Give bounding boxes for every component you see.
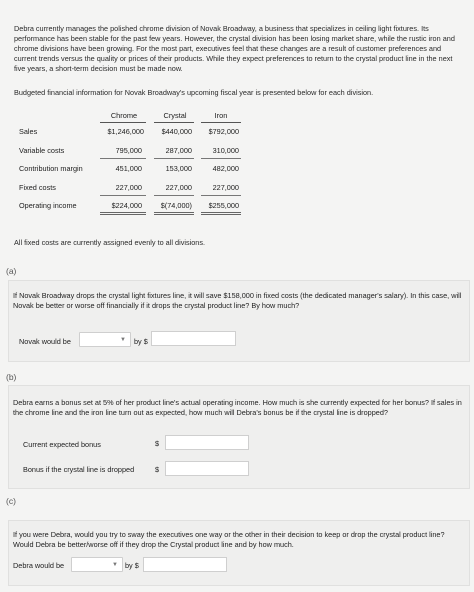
better-worse-select-c[interactable]: [71, 557, 123, 572]
subtotal-rule: [201, 195, 241, 196]
subtotal-rule: [154, 195, 194, 196]
total-double-rule: [100, 212, 146, 215]
header-chrome: Chrome: [110, 111, 138, 120]
subtotal-rule: [100, 158, 146, 159]
cell-variable-crystal: 287,000: [165, 146, 192, 155]
amount-input-a[interactable]: [151, 331, 236, 346]
cell-sales-crystal: $440,000: [161, 127, 192, 136]
debra-would-be-label: Debra would be: [13, 561, 65, 570]
row-label-contribution-margin: Contribution margin: [19, 164, 83, 173]
cell-cm-iron: 482,000: [212, 164, 239, 173]
subtotal-rule: [154, 158, 194, 159]
cell-cm-chrome: 451,000: [115, 164, 142, 173]
cell-variable-chrome: 795,000: [115, 146, 142, 155]
part-a-label: (a): [6, 266, 17, 276]
chevron-down-icon: ▼: [120, 337, 126, 343]
current-bonus-input[interactable]: [165, 435, 249, 450]
part-b-question: Debra earns a bonus set at 5% of her product line's actual operating income. How much is she currently expected for her bonus? If sales in the chrome line and the iron line turn out as expected, how much will Debra's bonus be if the crystal line is dropped?: [13, 398, 462, 418]
by-dollar-label-c: by $: [125, 561, 139, 570]
row-label-sales: Sales: [19, 127, 38, 136]
row-label-fixed-costs: Fixed costs: [19, 183, 56, 192]
cell-variable-iron: 310,000: [212, 146, 239, 155]
part-c-label: (c): [6, 496, 16, 506]
part-a-question: If Novak Broadway drops the crystal light fixtures line, it will save $158,000 in fixed costs (the dedicated manager's salary). In this case, will Novak be better or worse off financially if it drops the crystal product line? By how much?: [13, 291, 462, 311]
amount-input-c[interactable]: [143, 557, 227, 572]
cell-sales-iron: $792,000: [208, 127, 239, 136]
dropped-bonus-label: Bonus if the crystal line is dropped: [23, 465, 135, 474]
problem-intro: Debra currently manages the polished chrome division of Novak Broadway, a business that specializes in ceiling light fixtures. Its performance has been stable for the past few years. However, the crystal division has been losing market share, while the rustic iron and chrome divisions have been growing. For the most part, executives feel that these changes are a result of customer preferences and current trends versus the quality or prices of their products. While they expect preferences to return to the crystal product line in the next five years, a short-term decision must be made now.: [14, 24, 455, 74]
cell-oi-iron: $255,000: [208, 201, 239, 210]
chevron-down-icon: ▼: [112, 562, 118, 568]
novak-would-be-label: Novak would be: [19, 337, 71, 346]
part-c-question: If you were Debra, would you try to sway the executives one way or the other in their decision to keep or drop the crystal product line? Would Debra be better/worse off if they drop the Crystal product line and by how much.: [13, 530, 445, 550]
dropped-bonus-input[interactable]: [165, 461, 249, 476]
cell-sales-chrome: $1,246,000: [107, 127, 144, 136]
row-label-operating-income: Operating income: [19, 201, 77, 210]
total-double-rule: [154, 212, 194, 215]
dollar-sign: $: [155, 465, 160, 474]
cell-oi-crystal: $(74,000): [160, 201, 192, 210]
header-rule-chrome: [100, 122, 146, 123]
header-crystal: Crystal: [163, 111, 187, 120]
cell-fixed-crystal: 227,000: [165, 183, 192, 192]
cell-oi-chrome: $224,000: [111, 201, 142, 210]
subtotal-rule: [201, 158, 241, 159]
subtotal-rule: [100, 195, 146, 196]
cell-fixed-iron: 227,000: [212, 183, 239, 192]
current-bonus-label: Current expected bonus: [23, 440, 101, 449]
budget-intro: Budgeted financial information for Novak Broadway's upcoming fiscal year is presented below for each division.: [14, 88, 374, 97]
header-rule-iron: [201, 122, 241, 123]
fixed-cost-note: All fixed costs are currently assigned evenly to all divisions.: [14, 238, 206, 247]
header-rule-crystal: [154, 122, 194, 123]
part-b-label: (b): [6, 372, 17, 382]
cell-cm-crystal: 153,000: [165, 164, 192, 173]
dollar-sign: $: [155, 439, 160, 448]
total-double-rule: [201, 212, 241, 215]
by-dollar-label-a: by $: [134, 337, 148, 346]
row-label-variable-costs: Variable costs: [19, 146, 65, 155]
header-iron: Iron: [214, 111, 228, 120]
better-worse-select-a[interactable]: [79, 332, 131, 347]
cell-fixed-chrome: 227,000: [115, 183, 142, 192]
